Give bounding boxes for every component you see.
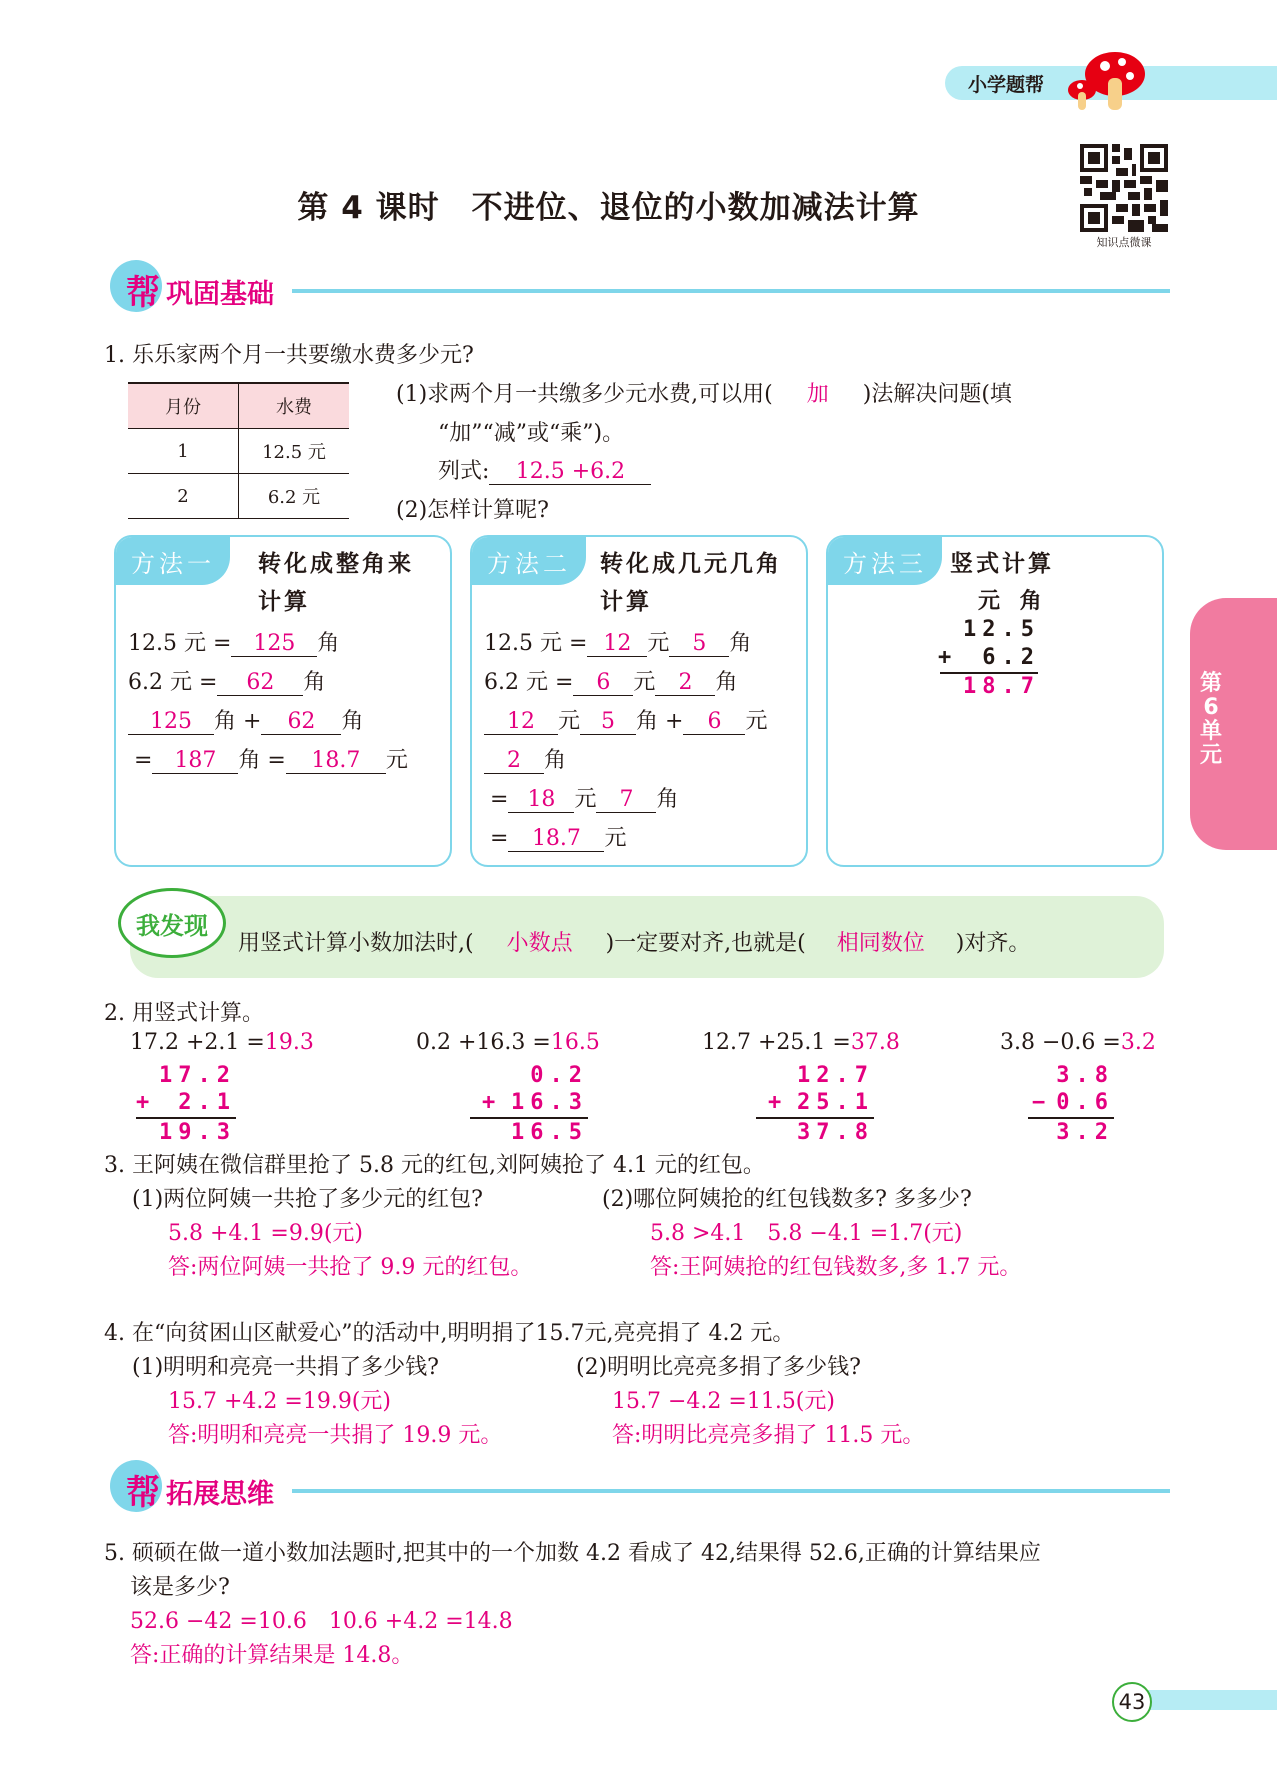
question-5-cont: 该是多少?	[130, 1575, 230, 1600]
text: 角	[729, 631, 752, 656]
question-5: 5. 硕硕在做一道小数加法题时,把其中的一个加数 4.2 看成了 42,结果得 52.6,正确的计算结果应	[104, 1541, 1041, 1566]
question-1: 1. 乐乐家两个月一共要缴水费多少元?	[104, 343, 474, 368]
method-1-line-3	[128, 704, 363, 735]
q1-formula	[438, 454, 651, 485]
vertical-bottom: 0.6	[1056, 1090, 1114, 1115]
q3-part1-answer: 答:两位阿姨一共抢了 9.9 元的红包。	[168, 1255, 533, 1280]
q1-part1-answer: 加	[806, 382, 829, 407]
vertical-top: 12.7	[797, 1063, 874, 1088]
answer-blank: 125	[231, 631, 317, 657]
text: =	[134, 748, 153, 773]
text: 用竖式计算小数加法时,(	[238, 931, 474, 956]
text: 角	[303, 670, 326, 695]
vertical-calc-3	[756, 1062, 874, 1146]
vertical-bottom: 2.1	[178, 1090, 236, 1115]
method-1-line-2	[128, 665, 325, 696]
q1-part1-text: (1)求两个月一共缴多少元水费,可以用(	[396, 382, 773, 407]
water-fee-table	[128, 382, 349, 519]
q2-answer: 3.2	[1120, 1030, 1156, 1055]
q3-part2: (2)哪位阿姨抢的红包钱数多? 多多少?	[602, 1187, 972, 1212]
method-1-tab: 方法一	[116, 537, 230, 585]
vertical-operator: +	[938, 645, 958, 670]
vertical-operator: −	[1032, 1090, 1052, 1115]
answer-blank: 6	[573, 670, 633, 696]
q1-part1-options: “加”“减”或“乘”)。	[438, 421, 625, 446]
question-3: 3. 王阿姨在微信群里抢了 5.8 元的红包,刘阿姨抢了 4.1 元的红包。	[104, 1153, 765, 1178]
discovery-answer-1: 小数点	[506, 931, 573, 956]
method-2-line-6	[490, 821, 626, 852]
vertical-bottom: 6.2	[982, 645, 1040, 670]
text: 6.2 元 =	[128, 670, 218, 695]
brand-label: 小学题帮	[968, 74, 1045, 96]
section-divider	[292, 1489, 1170, 1493]
answer-blank: 6	[683, 709, 745, 735]
method-2-line-4	[484, 743, 566, 774]
text: =	[490, 826, 509, 851]
text: 角	[715, 670, 738, 695]
answer-blank: 18.7	[286, 748, 386, 774]
method-2-line-1	[484, 626, 751, 657]
answer-blank: 62	[217, 670, 303, 696]
text: 12.5 元 =	[484, 631, 588, 656]
text: 元	[647, 631, 670, 656]
table-header: 水费	[239, 383, 350, 429]
vertical-top: 17.2	[159, 1063, 236, 1088]
answer-blank: 12	[484, 709, 558, 735]
question-2: 2. 用竖式计算。	[104, 1001, 264, 1026]
answer-blank: 5	[580, 709, 636, 735]
section-mark: 帮	[126, 1473, 160, 1513]
text: =	[490, 787, 509, 812]
method-3-heading: 竖式计算	[950, 551, 1054, 577]
q1-part1-text-b: )法解决问题(填	[862, 382, 1012, 407]
vertical-result: 19.3	[159, 1119, 236, 1145]
q3-part2-calc: 5.8 >4.1 5.8 −4.1 =1.7(元)	[650, 1221, 963, 1246]
section-mark: 帮	[126, 273, 160, 313]
qr-caption: 知识点微课	[1096, 236, 1152, 249]
text: )一定要对齐,也就是(	[605, 931, 806, 956]
text: 元	[633, 670, 656, 695]
method-1-line-1	[128, 626, 339, 657]
answer-blank: 2	[655, 670, 715, 696]
q5-calc: 52.6 −42 =10.6 10.6 +4.2 =14.8	[130, 1609, 513, 1634]
q2-expr-3	[702, 1030, 900, 1055]
formula-answer: 12.5 +6.2	[489, 459, 651, 485]
q4-part2-calc: 15.7 −4.2 =11.5(元)	[612, 1389, 835, 1414]
answer-blank: 12	[587, 631, 647, 657]
method-3-tab: 方法三	[828, 537, 942, 585]
q5-answer: 答:正确的计算结果是 14.8。	[130, 1643, 414, 1668]
vertical-operator: +	[482, 1090, 502, 1115]
answer-blank: 18.7	[508, 826, 604, 852]
table-cell: 6.2 元	[239, 474, 350, 519]
text: 角	[544, 748, 567, 773]
answer-blank: 125	[128, 709, 214, 735]
vertical-result: 3.2	[1056, 1119, 1114, 1145]
text: 0.2 +16.3 =	[416, 1030, 551, 1055]
method-1-heading: 转化成整角来	[258, 551, 414, 577]
side-tab-text: 第6单元	[1199, 671, 1222, 768]
table-cell: 1	[128, 429, 239, 474]
q4-part2-answer: 答:明明比亮亮多捐了 11.5 元。	[612, 1423, 925, 1448]
section-title: 拓展思维	[166, 1479, 274, 1510]
vertical-operator: +	[136, 1090, 156, 1115]
answer-blank: 7	[596, 787, 656, 813]
vertical-bottom-row	[136, 1089, 236, 1116]
method-2-heading-2: 计算	[600, 589, 652, 615]
text: )对齐。	[955, 931, 1031, 956]
q3-part1: (1)两位阿姨一共抢了多少元的红包?	[132, 1187, 483, 1212]
text: 元	[604, 826, 627, 851]
section-divider	[292, 289, 1170, 293]
method-2-line-2	[484, 665, 737, 696]
q2-answer: 19.3	[264, 1030, 314, 1055]
vertical-operator: +	[768, 1090, 788, 1115]
vertical-top: 0.2	[530, 1063, 588, 1088]
discovery-answer-2: 相同数位	[836, 931, 925, 956]
text: 元	[558, 709, 581, 734]
q2-answer: 16.5	[550, 1030, 600, 1055]
vertical-bottom: 16.3	[511, 1090, 588, 1115]
q4-part1-answer: 答:明明和亮亮一共捐了 19.9 元。	[168, 1423, 503, 1448]
vertical-result: 37.8	[797, 1119, 874, 1145]
table-cell: 12.5 元	[239, 429, 350, 474]
text: 17.2 +2.1 =	[130, 1030, 265, 1055]
vertical-calc-2	[470, 1062, 588, 1146]
qr-code-icon[interactable]	[1080, 144, 1168, 232]
text: 12.5 元 =	[128, 631, 232, 656]
method-2-heading: 转化成几元几角	[600, 551, 782, 577]
q1-part2: (2)怎样计算呢?	[396, 498, 549, 523]
text: 12.7 +25.1 =	[702, 1030, 851, 1055]
text: 角	[317, 631, 340, 656]
text: 元	[385, 748, 408, 773]
method-2-line-5	[490, 782, 678, 813]
method-2-tab: 方法二	[472, 537, 586, 585]
text: 角	[656, 787, 679, 812]
text: 角 =	[238, 748, 286, 773]
answer-blank: 62	[261, 709, 341, 735]
text: 6.2 元 =	[484, 670, 574, 695]
text: 角 +	[214, 709, 262, 734]
text: 元	[574, 787, 597, 812]
vertical-calc-1	[136, 1062, 236, 1146]
q2-expr-1	[130, 1030, 314, 1055]
discovery-text	[238, 926, 1030, 957]
text: 元	[745, 709, 768, 734]
vertical-top: 12.5	[963, 617, 1040, 642]
q4-part1-calc: 15.7 +4.2 =19.9(元)	[168, 1389, 391, 1414]
q3-part2-answer: 答:王阿姨抢的红包钱数多,多 1.7 元。	[650, 1255, 1022, 1280]
column-units: 元 角	[978, 589, 1048, 614]
formula-label: 列式:	[438, 459, 490, 484]
text: 角	[341, 709, 364, 734]
page-title: 第 4 课时 不进位、退位的小数加减法计算	[297, 190, 920, 226]
page-number: 43	[1112, 1682, 1152, 1722]
page-bar	[1140, 1690, 1277, 1710]
unit-side-label	[1196, 672, 1226, 768]
text: 3.8 −0.6 =	[1000, 1030, 1121, 1055]
vertical-bottom-row	[1028, 1089, 1114, 1116]
q4-part1: (1)明明和亮亮一共捐了多少钱?	[132, 1355, 439, 1380]
answer-blank: 2	[484, 748, 544, 774]
text: 角 +	[636, 709, 684, 734]
vertical-bottom-row	[470, 1089, 588, 1116]
q1-part1	[396, 377, 1012, 408]
method-1-heading-2: 计算	[258, 589, 310, 615]
vertical-bottom: 25.1	[797, 1090, 874, 1115]
answer-blank: 5	[669, 631, 729, 657]
vertical-result: 18.7	[963, 674, 1040, 699]
discovery-badge: 我发现	[118, 888, 226, 958]
q2-answer: 37.8	[850, 1030, 900, 1055]
vertical-result: 16.5	[511, 1119, 588, 1145]
vertical-bottom-row	[756, 1089, 874, 1116]
q3-part1-calc: 5.8 +4.1 =9.9(元)	[168, 1221, 363, 1246]
answer-blank: 18	[508, 787, 574, 813]
table-cell: 2	[128, 474, 239, 519]
table-header: 月份	[128, 383, 239, 429]
q2-expr-2	[416, 1030, 600, 1055]
q2-expr-4	[1000, 1030, 1156, 1055]
mushroom-icon	[1060, 48, 1150, 114]
vertical-calc-4	[1028, 1062, 1114, 1146]
q4-part2: (2)明明比亮亮多捐了多少钱?	[576, 1355, 861, 1380]
answer-blank: 187	[152, 748, 238, 774]
method-1-line-4	[134, 743, 408, 774]
section-title: 巩固基础	[166, 279, 274, 310]
question-4: 4. 在“向贫困山区献爱心”的活动中,明明捐了15.7元,亮亮捐了 4.2 元。	[104, 1321, 795, 1346]
vertical-top: 3.8	[1056, 1063, 1114, 1088]
method-2-line-3	[484, 704, 767, 735]
